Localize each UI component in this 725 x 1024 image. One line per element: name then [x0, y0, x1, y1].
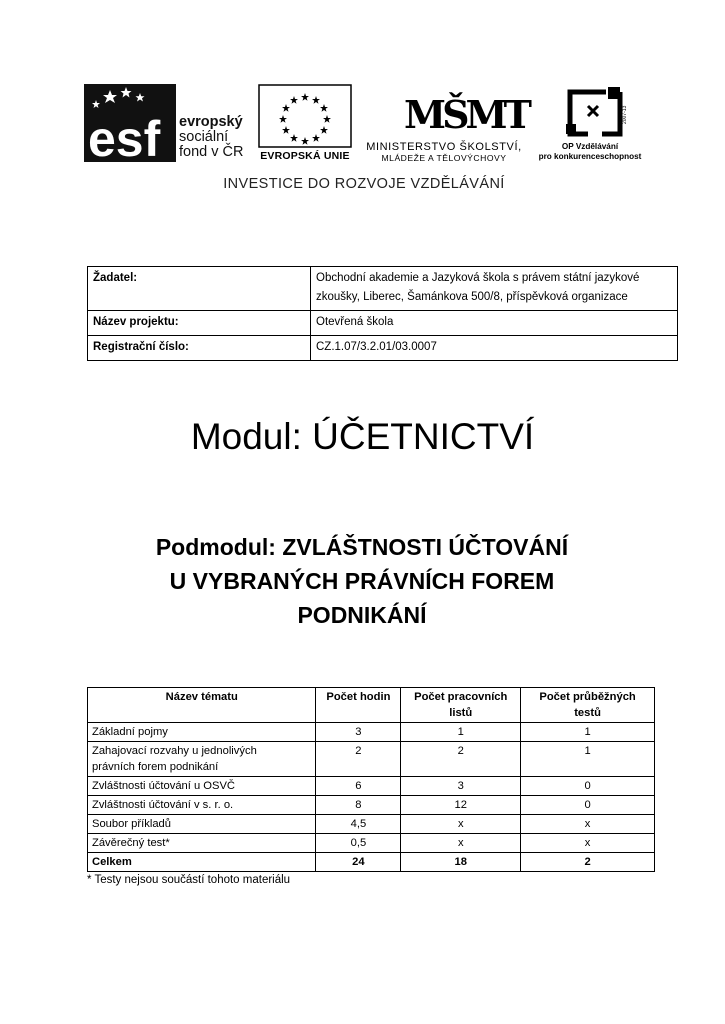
op-years-text: 2007-13: [622, 105, 628, 124]
submodule-title-line2: U VYBRANÝCH PRÁVNÍCH FOREM: [169, 568, 555, 594]
esf-line1: evropský: [179, 114, 243, 130]
topic-name: Soubor příkladů: [88, 815, 316, 834]
topic-tests: 1: [521, 723, 655, 742]
eu-caption: EVROPSKÁ UNIE: [260, 150, 350, 162]
op-caption: [532, 142, 648, 162]
investment-slogan: INVESTICE DO ROZVOJE VZDĚLÁVÁNÍ: [223, 176, 505, 192]
topic-worksheets: 3: [401, 777, 521, 796]
topic-hours: 2: [316, 742, 401, 777]
esf-caption: [179, 115, 243, 160]
topic-worksheets: 2: [401, 742, 521, 777]
module-title: Modul: ÚČETNICTVÍ: [190, 416, 535, 457]
project-info-table: [87, 266, 678, 361]
msmt-mark-text: MŠMT: [404, 92, 528, 137]
header-tests-line1: Počet průběžných: [539, 691, 636, 703]
topics-table: [87, 687, 655, 872]
total-hours: 24: [316, 853, 401, 872]
msmt-caption-line1: MINISTERSTVO ŠKOLSTVÍ,: [366, 141, 522, 153]
table-row: [88, 834, 655, 853]
logo-banner: [84, 84, 644, 194]
table-total-row: [88, 853, 655, 872]
msmt-caption-line2: MLÁDEŽE A TĚLOVÝCHOVY: [381, 153, 507, 163]
esf-line2: sociální: [179, 129, 229, 145]
project-name-label: Název projektu:: [88, 311, 311, 336]
esf-mark-icon: [84, 84, 176, 162]
topic-tests: 0: [521, 796, 655, 815]
total-tests: 2: [521, 853, 655, 872]
topic-hours: 3: [316, 723, 401, 742]
topic-tests: x: [521, 834, 655, 853]
topic-name-line1: Zahajovací rozvahy u jednolivých: [92, 745, 257, 757]
registration-number-value: CZ.1.07/3.2.01/03.0007: [311, 336, 678, 361]
applicant-label: Žadatel:: [88, 267, 311, 311]
topic-name: Zvláštnosti účtování u OSVČ: [88, 777, 316, 796]
total-worksheets: 18: [401, 853, 521, 872]
topic-worksheets: 1: [401, 723, 521, 742]
table-row: [88, 815, 655, 834]
topic-worksheets: x: [401, 815, 521, 834]
header-worksheets-line1: Počet pracovních: [414, 691, 508, 703]
table-row: [88, 723, 655, 742]
topic-worksheets: 12: [401, 796, 521, 815]
header-tests: [521, 688, 655, 723]
topic-tests: x: [521, 815, 655, 834]
table-row: [88, 336, 678, 361]
header-tests-line2: testů: [574, 707, 601, 719]
op-caption-line2: pro konkurenceschopnost: [538, 152, 642, 161]
table-header-row: [88, 688, 655, 723]
applicant-value-line2: zkoušky, Liberec, Šamánkova 500/8, příspěvková organizace: [316, 291, 628, 303]
topic-hours: 4,5: [316, 815, 401, 834]
table-row: [88, 777, 655, 796]
esf-mark-text: esf: [88, 111, 161, 162]
submodule-title-line3: PODNIKÁNÍ: [297, 602, 427, 628]
esf-logo: [84, 84, 254, 166]
topic-name: [88, 742, 316, 777]
esf-line3: fond v ČR: [179, 144, 244, 160]
applicant-value-line1: Obchodní akademie a Jazyková škola s právem státní jazykové: [316, 272, 640, 284]
project-name-value: Otevřená škola: [311, 311, 678, 336]
topic-hours: 0,5: [316, 834, 401, 853]
table-row: [88, 742, 655, 777]
submodule-title-line1: Podmodul: ZVLÁŠTNOSTI ÚČTOVÁNÍ: [155, 534, 569, 560]
table-row: [88, 796, 655, 815]
topic-name: Závěrečný test*: [88, 834, 316, 853]
topic-name-line2: právních forem podnikání: [92, 761, 219, 773]
topic-hours: 6: [316, 777, 401, 796]
header-worksheets-line2: listů: [449, 707, 473, 719]
header-worksheets: [401, 688, 521, 723]
topic-name: Zvláštnosti účtování v s. r. o.: [88, 796, 316, 815]
header-hours: Počet hodin: [316, 688, 401, 723]
submodule-title: [112, 530, 612, 632]
table-row: [88, 267, 678, 311]
registration-number-label: Registrační číslo:: [88, 336, 311, 361]
topic-hours: 8: [316, 796, 401, 815]
topic-tests: 0: [521, 777, 655, 796]
topic-name: Základní pojmy: [88, 723, 316, 742]
footnote: * Testy nejsou součástí tohoto materiálu: [87, 874, 291, 886]
table-row: [88, 311, 678, 336]
op-caption-line1: OP Vzdělávání: [561, 142, 619, 151]
topic-tests: 1: [521, 742, 655, 777]
applicant-value: [311, 267, 678, 311]
topic-worksheets: x: [401, 834, 521, 853]
total-label: Celkem: [88, 853, 316, 872]
header-topic-name: Název tématu: [88, 688, 316, 723]
